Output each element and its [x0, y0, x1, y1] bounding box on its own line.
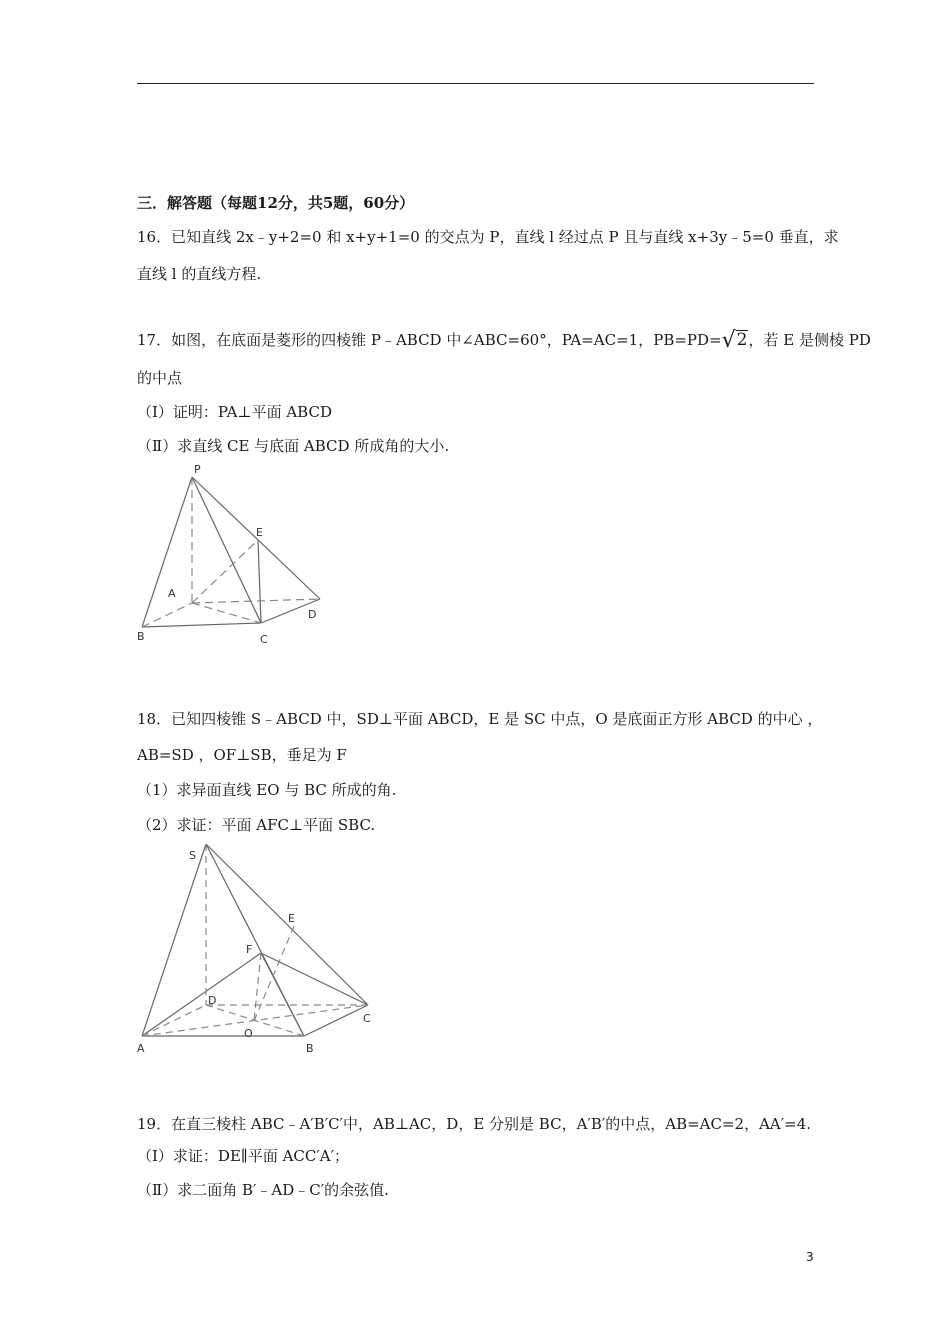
label-e: E: [256, 526, 263, 539]
sqrt-symbol: √2: [721, 328, 748, 353]
label-d: D: [308, 608, 317, 621]
q18-line2: AB=SD ，OF⊥SB，垂足为 F: [137, 746, 347, 764]
q17-line2: 的中点: [137, 369, 183, 387]
label-s: S: [189, 849, 196, 862]
sqrt-value: 2: [736, 330, 748, 350]
q19-part2: （Ⅱ）求二面角 B′﹣AD﹣C′的余弦值.: [137, 1181, 389, 1199]
label-o: O: [244, 1027, 253, 1040]
label-a: A: [137, 1042, 145, 1055]
q16-line2: 直线 l 的直线方程.: [137, 265, 262, 283]
q18-part1: （1）求异面直线 EO 与 BC 所成的角.: [137, 781, 397, 799]
section-title: 三．解答题（每题12分，共5题，60分）: [137, 194, 415, 212]
q16-line1: 16．已知直线 2x﹣y+2=0 和 x+y+1=0 的交点为 P，直线 l 经过点 P 且与直线 x+3y﹣5=0 垂直，求: [137, 228, 839, 246]
figure-pyramid-s-abcd: [130, 838, 380, 1058]
q18-part2: （2）求证：平面 AFC⊥平面 SBC.: [137, 816, 376, 834]
q17-part2: （Ⅱ）求直线 CE 与底面 ABCD 所成角的大小.: [137, 437, 450, 455]
q18-line1: 18．已知四棱锥 S﹣ABCD 中，SD⊥平面 ABCD，E 是 SC 中点，O 是底面正方形 ABCD 的中心 ，: [137, 710, 823, 728]
header-rule: [137, 83, 814, 84]
figure-pyramid-p-abcd: [130, 460, 340, 650]
q19-line1: 19．在直三棱柱 ABC﹣A′B′C′中，AB⊥AC，D，E 分别是 BC，A′B′的中点，AB=AC=2，AA′=4.: [137, 1115, 812, 1133]
q17-part1: （Ⅰ）证明：PA⊥平面 ABCD: [137, 403, 332, 421]
label-a: A: [168, 587, 176, 600]
label-c: C: [363, 1012, 371, 1025]
label-p: P: [194, 463, 201, 476]
label-b: B: [137, 630, 145, 643]
q17-text-after: ，若 E 是侧棱 PD: [748, 331, 871, 349]
label-f: F: [246, 943, 253, 956]
label-c: C: [260, 633, 268, 646]
label-e: E: [288, 912, 295, 925]
q17-text-before: 17．如图，在底面是菱形的四棱锥 P﹣ABCD 中∠ABC=60°，PA=AC=1，PB=PD=: [137, 331, 722, 349]
q17-line1: [137, 330, 871, 351]
label-d: D: [208, 994, 217, 1007]
q19-part1: （Ⅰ）求证：DE∥平面 ACC′A′；: [137, 1147, 350, 1165]
label-b: B: [306, 1042, 314, 1055]
page-number: 3: [806, 1250, 814, 1264]
